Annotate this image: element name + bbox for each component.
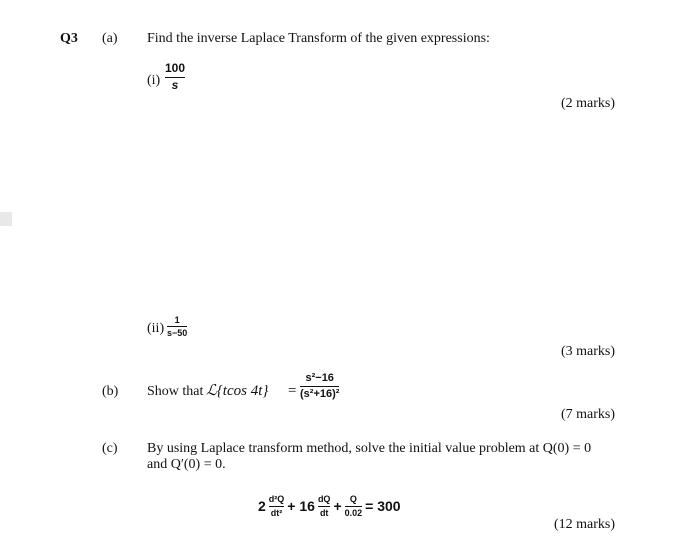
equation-plus: + <box>333 498 342 514</box>
second-derivative-fraction <box>269 494 285 518</box>
part-b-marks: (7 marks) <box>560 407 615 422</box>
part-b-label: (b) <box>102 384 119 399</box>
part-c-marks: (12 marks) <box>553 517 615 532</box>
first-derivative-fraction <box>318 494 331 518</box>
part-c-line1: By using Laplace transform method, solve the initial value problem at Q(0) = 0 <box>147 441 592 456</box>
part-a-ii-marks: (3 marks) <box>560 344 615 359</box>
part-c-line2: and Q′(0) = 0. <box>147 457 226 472</box>
fraction-bar <box>345 506 363 507</box>
fraction-numerator: 100 <box>165 61 186 75</box>
part-b-equals: = <box>288 383 297 399</box>
part-a-instruction: Find the inverse Laplace Transform of the given expressions: <box>147 31 490 46</box>
part-b-prefix: Show that <box>147 384 204 399</box>
question-number: Q3 <box>60 31 78 46</box>
fraction-numerator: dQ <box>317 494 331 505</box>
part-a-ii-fraction <box>167 315 187 339</box>
part-a-ii-label: (ii) <box>147 321 165 336</box>
fraction-denominator: s <box>171 77 179 92</box>
fraction-numerator: 1 <box>174 315 180 325</box>
fraction-numerator: d²Q <box>268 494 285 505</box>
part-a-i-fraction <box>165 62 185 93</box>
part-b-lhs: ℒ{tcos 4t} <box>206 383 269 399</box>
part-a-i-label: (i) <box>147 73 161 88</box>
fraction-bar <box>167 326 187 327</box>
fraction-denominator: dt² <box>270 507 283 518</box>
equation-rhs: = 300 <box>365 498 401 514</box>
q-over-fraction <box>345 494 363 518</box>
fraction-denominator: (s²+16)² <box>300 387 340 400</box>
part-a-i-marks: (2 marks) <box>560 96 615 111</box>
fraction-bar <box>269 506 285 507</box>
part-c-label: (c) <box>102 441 118 456</box>
fraction-bar <box>300 386 339 387</box>
fraction-numerator: s²−16 <box>305 372 334 384</box>
fraction-denominator: 0.02 <box>344 507 363 518</box>
equation-coefficient: 2 <box>258 498 266 514</box>
part-b-fraction <box>300 372 339 400</box>
fraction-denominator: dt <box>319 507 329 518</box>
part-c-equation <box>258 486 401 526</box>
part-a-label: (a) <box>102 31 118 46</box>
fraction-denominator: s−50 <box>167 328 188 339</box>
fraction-numerator: Q <box>349 494 357 505</box>
fraction-bar <box>318 506 331 507</box>
scan-artifact <box>0 212 12 226</box>
equation-plus-16: + 16 <box>287 498 315 514</box>
